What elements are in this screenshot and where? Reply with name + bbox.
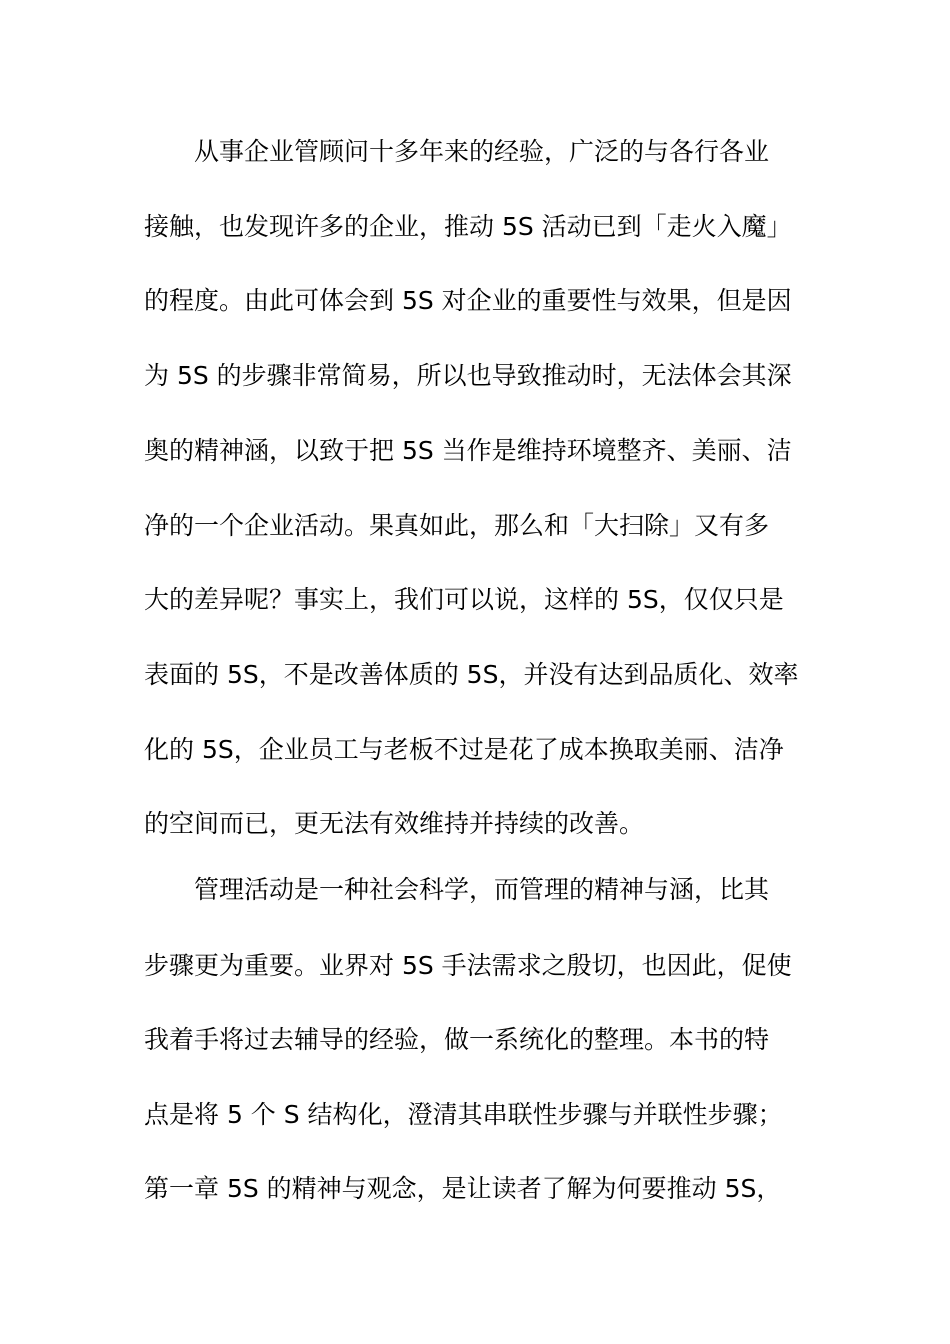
paragraph-2-line-2: 步骤更为重要。业界对 5S 手法需求之殷切，也因此，促使: [144, 951, 792, 980]
paragraph-1-line-7: 大的差异呢？事实上，我们可以说，这样的 5S，仅仅只是: [144, 585, 784, 614]
paragraph-1-line-2: 接触，也发现许多的企业，推动 5S 活动已到「走火入魔」: [144, 212, 792, 241]
paragraph-2-line-3: 我着手将过去辅导的经验，做一系统化的整理。本书的特: [144, 1025, 770, 1054]
paragraph-1-line-8: 表面的 5S，不是改善体质的 5S，并没有达到品质化、效率: [144, 660, 799, 689]
paragraph-1-line-4: 为 5S 的步骤非常简易，所以也导致推动时，无法体会其深: [144, 361, 792, 390]
paragraph-1-line-10: 的空间而已，更无法有效维持并持续的改善。: [144, 809, 645, 838]
paragraph-1-line-1: 从事企业管顾问十多年来的经验，广泛的与各行各业: [194, 137, 770, 166]
paragraph-1-line-6: 净的一个企业活动。果真如此，那么和「大扫除」又有多: [144, 511, 770, 540]
paragraph-2-line-4: 点是将 5 个 S 结构化，澄清其串联性步骤与并联性步骤；: [144, 1100, 783, 1129]
paragraph-1-line-5: 奥的精神涵，以致于把 5S 当作是维持环境整齐、美丽、洁: [144, 436, 792, 465]
paragraph-1-line-9: 化的 5S，企业员工与老板不过是花了成本换取美丽、洁净: [144, 735, 784, 764]
paragraph-1-line-3: 的程度。由此可体会到 5S 对企业的重要性与效果，但是因: [144, 286, 792, 315]
paragraph-2-line-5: 第一章 5S 的精神与观念，是让读者了解为何要推动 5S，: [144, 1174, 782, 1203]
paragraph-2-line-1: 管理活动是一种社会科学，而管理的精神与涵，比其: [194, 875, 770, 904]
